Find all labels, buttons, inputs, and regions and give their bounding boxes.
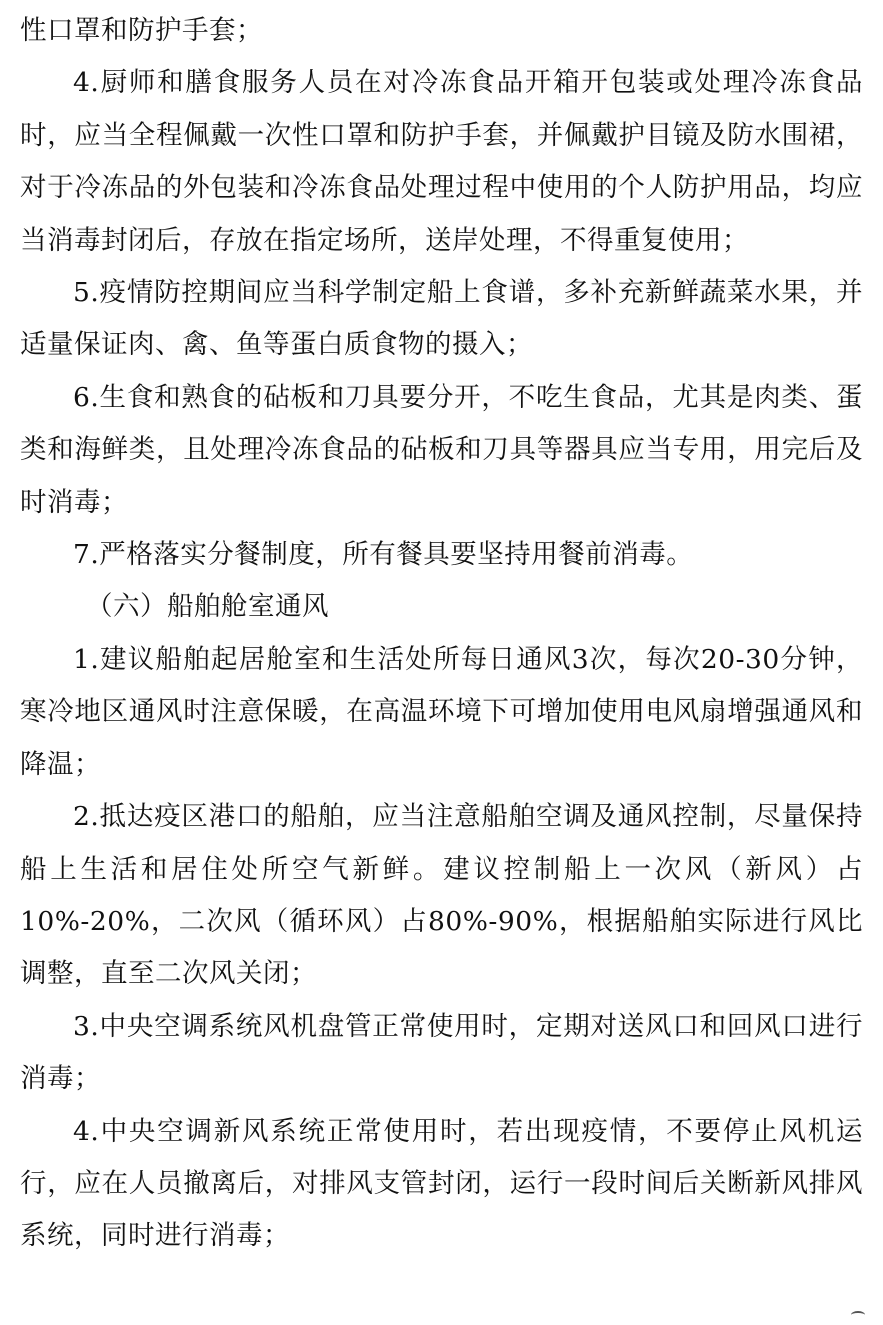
- document-page: [20, 5, 863, 1263]
- paragraph-item-7-meal-separation: 7.严格落实分餐制度，所有餐具要坚持用餐前消毒。: [73, 539, 694, 571]
- paragraph-item-3-fan-coil: 3.中央空调系统风机盘管正常使用时，定期对送风口和回风口进行消毒；: [20, 1010, 863, 1095]
- paragraph-item-6-cutting-boards: 6.生食和熟食的砧板和刀具要分开，不吃生食品，尤其是肉类、蛋类和海鲜类，且处理冷冻食品的砧板和刀具等器具应当专用，用完后及时消毒；: [20, 381, 863, 518]
- paragraph-item-5-menu: 5.疫情防控期间应当科学制定船上食谱，多补充新鲜蔬菜水果，并适量保证肉、禽、鱼等蛋白质食物的摄入；: [20, 277, 863, 361]
- paragraph-item-2-air-conditioning: 2.抵达疫区港口的船舶，应当注意船舶空调及通风控制，尽量保持船上生活和居住处所空气新鲜。建议控制船上一次风（新风）占10%-20%，二次风（循环风）占80%-90%，根据船舶实际进行风比调整，直至二次风关闭；: [20, 801, 863, 990]
- paragraph-continuation: 性口罩和防护手套；: [20, 15, 263, 46]
- page-corner-mark: [851, 1311, 865, 1319]
- paragraph-item-4-frozen-food: 4.厨师和膳食服务人员在对冷冻食品开箱开包装或处理冷冻食品时，应当全程佩戴一次性口罩和防护手套，并佩戴护目镜及防水围裙，对于冷冻品的外包装和冷冻食品处理过程中使用的个人防护用品，均应当消毒封闭后，存放在指定场所，送岸处理，不得重复使用；: [20, 67, 863, 256]
- paragraph-item-4-fresh-air: 4.中央空调新风系统正常使用时，若出现疫情，不要停止风机运行，应在人员撤离后，对排风支管封闭，运行一段时间后关断新风排风系统，同时进行消毒；: [20, 1115, 863, 1252]
- section-heading-ventilation: （六）船舶舱室通风: [86, 591, 329, 623]
- paragraph-item-1-ventilation: 1.建议船舶起居舱室和生活处所每日通风3次，每次20-30分钟，寒冷地区通风时注意保暖，在高温环境下可增加使用电风扇增强通风和降温；: [20, 643, 863, 780]
